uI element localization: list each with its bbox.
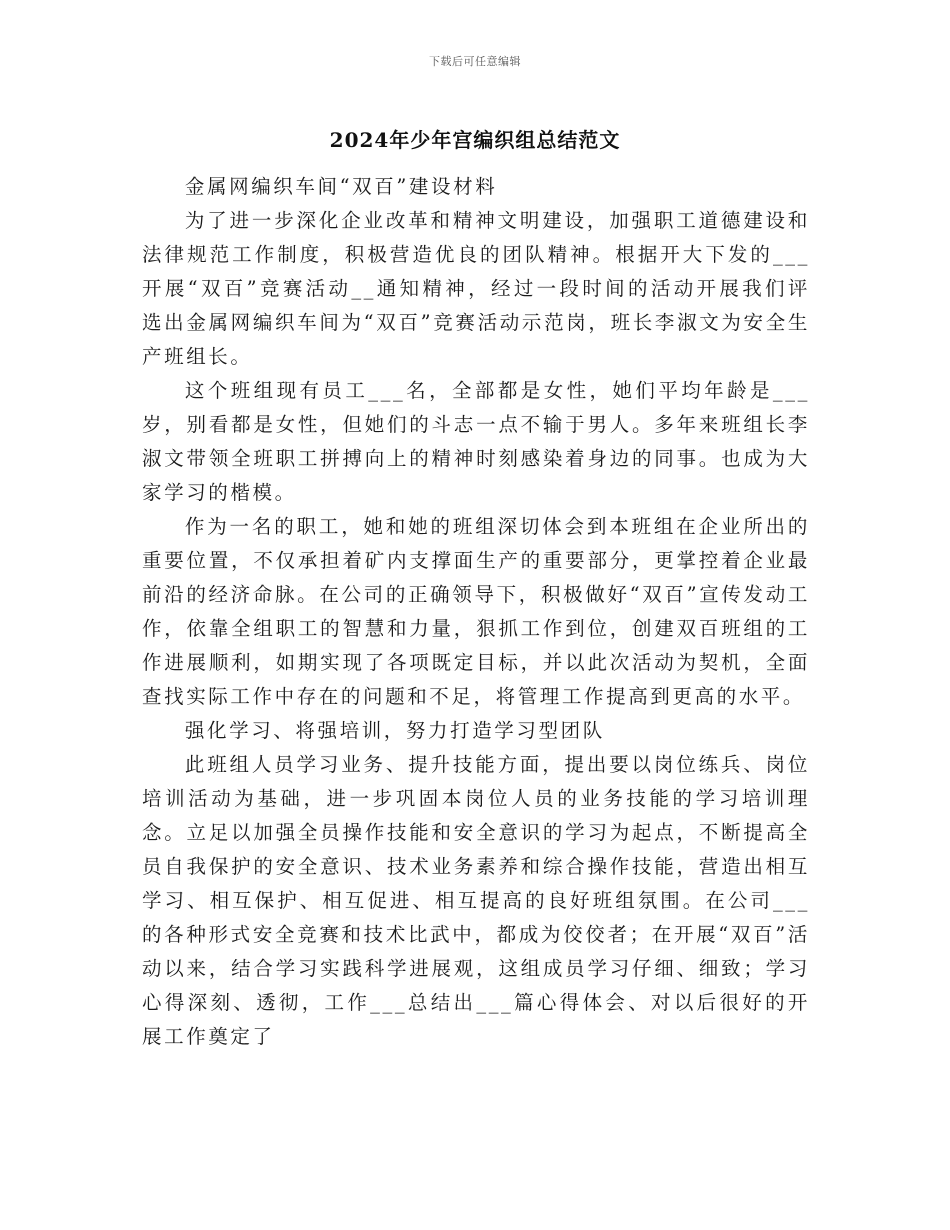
- paragraph: 强化学习、将强培训，努力打造学习型团队: [184, 719, 605, 742]
- paragraph: 作为一名的职工，她和她的班组深切体会到本班组在企业所出的重要位置，不仅承担着矿内支撑面生产的重要部分，更掌控着企业最前沿的经济命脉。在公司的正确领导下，积极做好“双百”宣传发动工作，依靠全组职工的智慧和力量，狠抓工作到位，创建双百班组的工作进展顺利，如期实现了各项既定目标，并以此次活动为契机，全面查找实际工作中存在的问题和不足，将管理工作提高到更高的水平。: [142, 515, 810, 708]
- paragraph: 此班组人员学习业务、提升技能方面，提出要以岗位练兵、岗位培训活动为基础，进一步巩固本岗位人员的业务技能的学习培训理念。立足以加强全员操作技能和安全意识的学习为起点，不断提高全员自我保护的安全意识、技术业务素养和综合操作技能，营造出相互学习、相互保护、相互促进、相互提高的良好班组氛围。在公司___的各种形式安全竞赛和技术比武中，都成为佼佼者；在开展“双百”活动以来，结合学习实践科学进展观，这组成员学习仔细、细致；学习心得深刻、透彻，工作___总结出___篇心得体会、对以后很好的开展工作奠定了: [142, 753, 810, 1048]
- paragraph: 这个班组现有员工___名，全部都是女性，她们平均年龄是___岁，别看都是女性，但她们的斗志一点不输于男人。多年来班组长李淑文带领全班职工拼搏向上的精神时刻感染着身边的同事。也成为大家学习的楷模。: [142, 379, 810, 504]
- document-title: 2024年少年宫编织组总结范文: [329, 128, 621, 152]
- paragraph: 为了进一步深化企业改革和精神文明建设，加强职工道德建设和法律规范工作制度，积极营造优良的团队精神。根据开大下发的___开展“双百”竞赛活动__通知精神，经过一段时间的活动开展我们评选出金属网编织车间为“双百”竞赛活动示范岗，班长李淑文为安全生产班组长。: [142, 209, 810, 368]
- paragraph: 金属网编织车间“双百”建设材料: [184, 175, 498, 198]
- header-note: 下载后可任意编辑: [429, 55, 521, 68]
- document-body: [142, 170, 810, 1054]
